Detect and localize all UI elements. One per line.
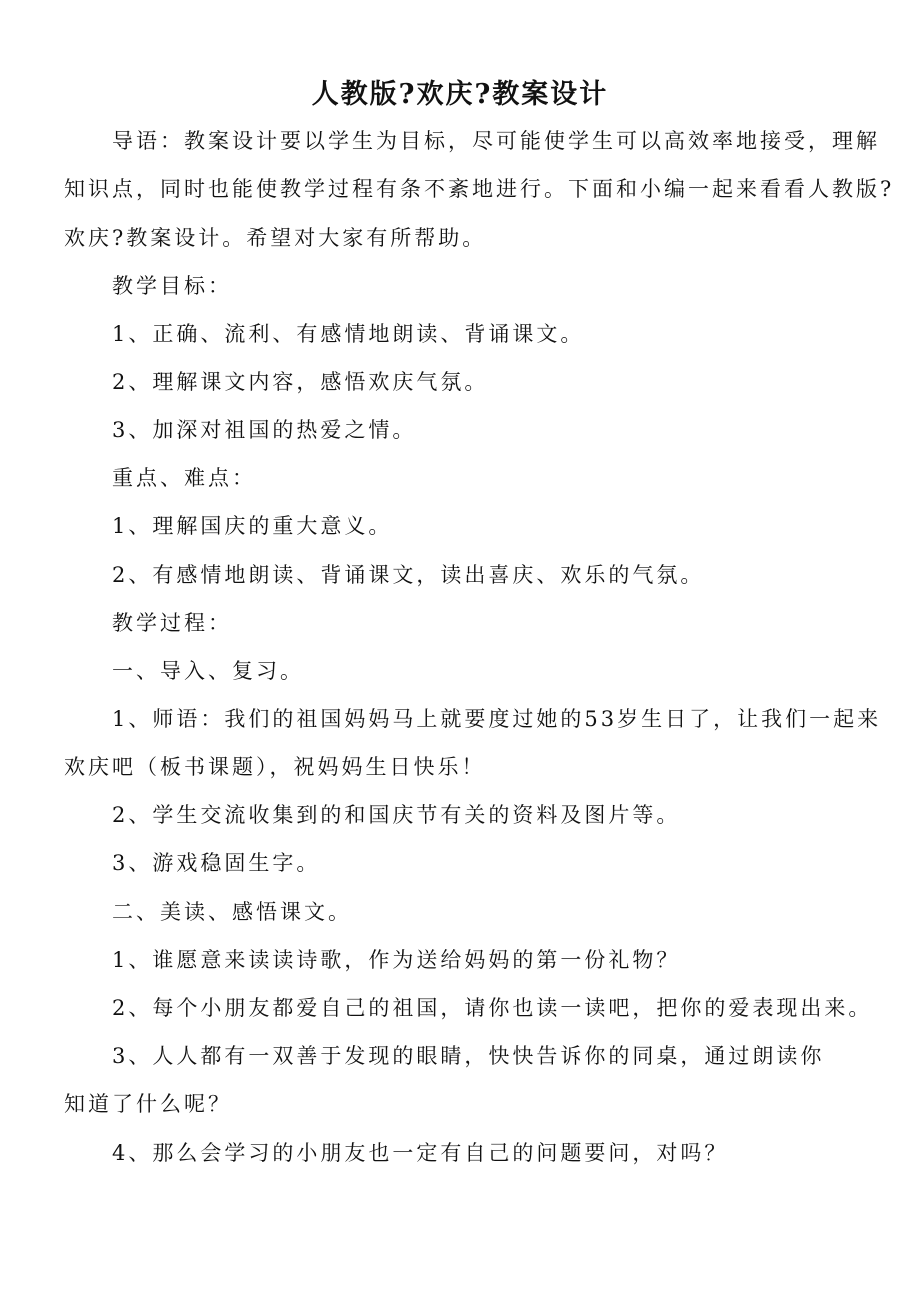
intro-line-2: 知识点，同时也能使教学过程有条不紊地进行。下面和小编一起来看看人教版? <box>64 177 895 201</box>
section1-item3: 3、游戏稳固生字。 <box>112 851 321 875</box>
section2-item1: 1、谁愿意来读读诗歌，作为送给妈妈的第一份礼物？ <box>112 948 681 972</box>
document-title: 人教版?欢庆?教案设计 <box>311 79 609 110</box>
goal-item-1: 1、正确、流利、有感情地朗读、背诵课文。 <box>112 322 585 346</box>
keypoints-heading: 重点、难点： <box>112 466 256 490</box>
goal-item-3: 3、加深对祖国的热爱之情。 <box>112 418 417 442</box>
keypoint-item-1: 1、理解国庆的重大意义。 <box>112 514 393 538</box>
section2-item3-line1: 3、人人都有一双善于发现的眼睛，快快告诉你的同桌，通过朗读你 <box>112 1044 825 1068</box>
goals-heading: 教学目标： <box>112 274 232 298</box>
intro-line-1: 导语：教案设计要以学生为目标，尽可能使学生可以高效率地接受，理解 <box>112 129 880 153</box>
process-heading: 教学过程： <box>112 611 232 635</box>
section1-item1-line2: 欢庆吧（板书课题），祝妈妈生日快乐！ <box>64 755 486 779</box>
section1-item2: 2、学生交流收集到的和国庆节有关的资料及图片等。 <box>112 803 681 827</box>
keypoint-item-2: 2、有感情地朗读、背诵课文，读出喜庆、欢乐的气氛。 <box>112 563 705 587</box>
section1-heading: 一、导入、复习。 <box>112 659 304 683</box>
section2-item3-line2: 知道了什么呢？ <box>64 1092 232 1116</box>
intro-line-3: 欢庆?教案设计。希望对大家有所帮助。 <box>64 226 487 250</box>
section2-heading: 二、美读、感悟课文。 <box>112 900 352 924</box>
section2-item4: 4、那么会学习的小朋友也一定有自己的问题要问，对吗？ <box>112 1141 729 1165</box>
goal-item-2: 2、理解课文内容，感悟欢庆气氛。 <box>112 370 489 394</box>
section2-item2: 2、每个小朋友都爱自己的祖国，请你也读一读吧，把你的爱表现出来。 <box>112 996 873 1020</box>
section1-item1-line1: 1、师语：我们的祖国妈妈马上就要度过她的53岁生日了，让我们一起来 <box>112 707 882 731</box>
